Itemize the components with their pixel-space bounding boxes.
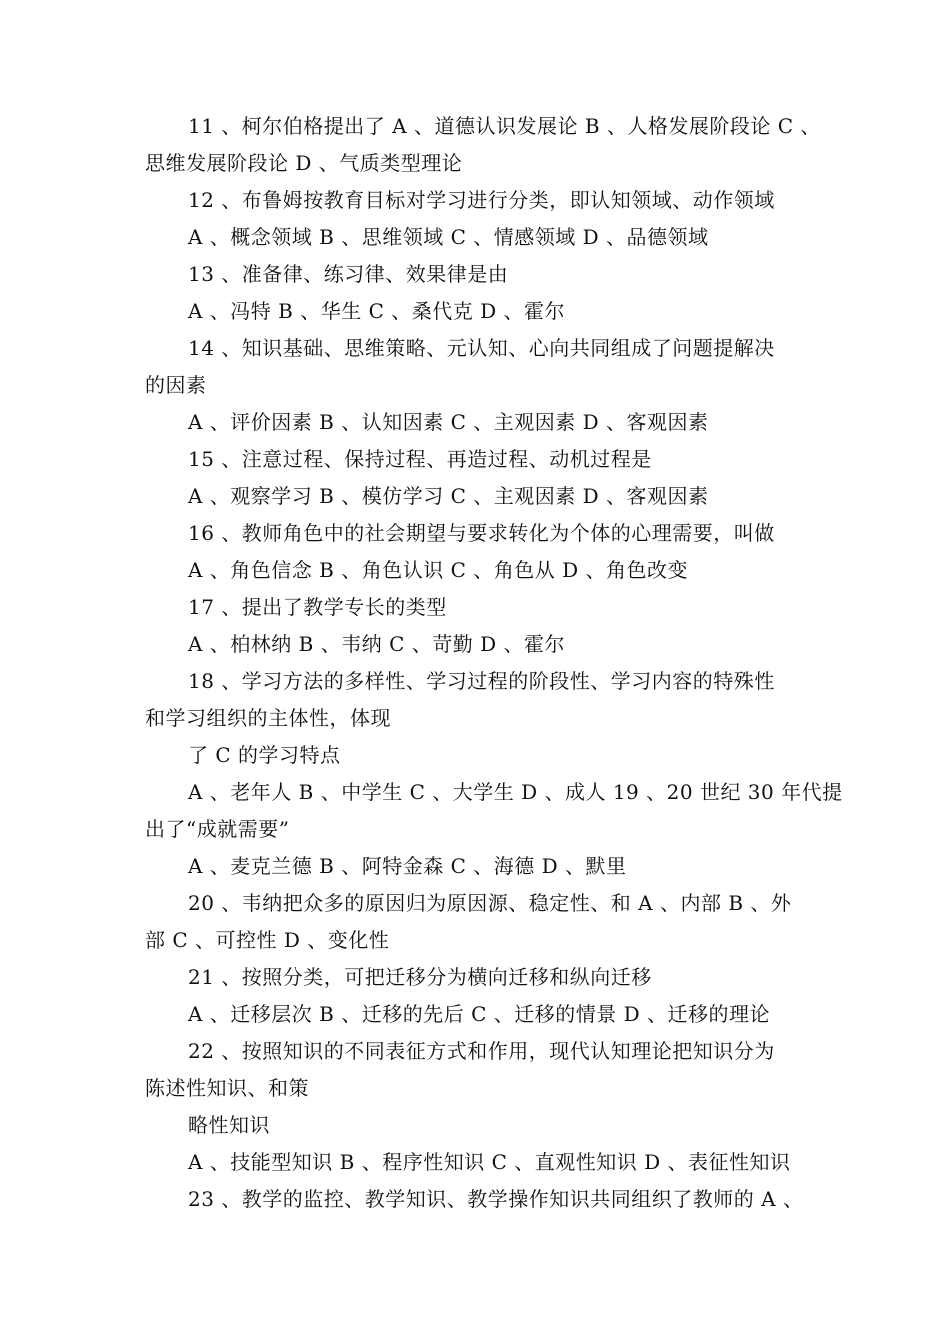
text-line-q20: 20 、韦纳把众多的原因归为原因源、稳定性、和 A 、内部 B 、外 [188,891,792,915]
text-line-q22: 22 、按照知识的不同表征方式和作用，现代认知理论把知识分为 [188,1039,775,1063]
text-line-q17-options: A 、柏林纳 B 、韦纳 C 、苛勤 D 、霍尔 [188,632,565,656]
text-line-q15-options: A 、观察学习 B 、模仿学习 C 、主观因素 D 、客观因素 [188,484,709,508]
text-line-q13-options: A 、冯特 B 、华生 C 、桑代克 D 、霍尔 [188,299,565,323]
text-line-q21-options: A 、迁移层次 B 、迁移的先后 C 、迁移的情景 D 、迁移的理论 [188,1002,770,1026]
text-line-q19-options: A 、麦克兰德 B 、阿特金森 C 、海德 D 、默里 [188,854,627,878]
text-line-q22-cont-2: 略性知识 [188,1113,270,1137]
text-line-q14: 14 、知识基础、思维策略、元认知、心向共同组成了问题提解决 [188,336,775,360]
text-line-q11-cont: 思维发展阶段论 D 、气质类型理论 [145,151,463,175]
text-line-q13: 13 、准备律、练习律、效果律是由 [188,262,509,286]
text-line-q22-options: A 、技能型知识 B 、程序性知识 C 、直观性知识 D 、表征性知识 [188,1150,791,1174]
text-line-q18-cont: 和学习组织的主体性，体现 [145,706,391,730]
text-line-q12-options: A 、概念领域 B 、思维领域 C 、情感领域 D 、品德领域 [188,225,709,249]
text-line-q11: 11 、柯尔伯格提出了 A 、道德认识发展论 B 、人格发展阶段论 C 、 [188,114,821,138]
text-line-q18-cont-2: 了 C 的学习特点 [188,743,341,767]
text-line-q17: 17 、提出了教学专长的类型 [188,595,447,619]
text-line-q23: 23 、教学的监控、教学知识、教学操作知识共同组织了教师的 A 、 [188,1187,804,1211]
text-line-q15: 15 、注意过程、保持过程、再造过程、动机过程是 [188,447,652,471]
text-line-q14-options: A 、评价因素 B 、认知因素 C 、主观因素 D 、客观因素 [188,410,709,434]
text-line-q16-options: A 、角色信念 B 、角色认识 C 、角色从 D 、角色改变 [188,558,688,582]
text-line-q21: 21 、按照分类，可把迁移分为横向迁移和纵向迁移 [188,965,652,989]
text-line-q14-cont: 的因素 [145,373,207,397]
text-line-q12: 12 、布鲁姆按教育目标对学习进行分类，即认知领域、动作领域 [188,188,775,212]
text-line-q16: 16 、教师角色中的社会期望与要求转化为个体的心理需要，叫做 [188,521,775,545]
text-line-q18: 18 、学习方法的多样性、学习过程的阶段性、学习内容的特殊性 [188,669,775,693]
text-line-q20-cont: 部 C 、可控性 D 、变化性 [145,928,390,952]
text-line-q19-cont: 出了“成就需要” [145,817,290,841]
text-line-q18-options: A 、老年人 B 、中学生 C 、大学生 D 、成人 19 、20 世纪 30 年代提 [188,780,843,804]
text-line-q22-cont: 陈述性知识、和策 [145,1076,309,1100]
